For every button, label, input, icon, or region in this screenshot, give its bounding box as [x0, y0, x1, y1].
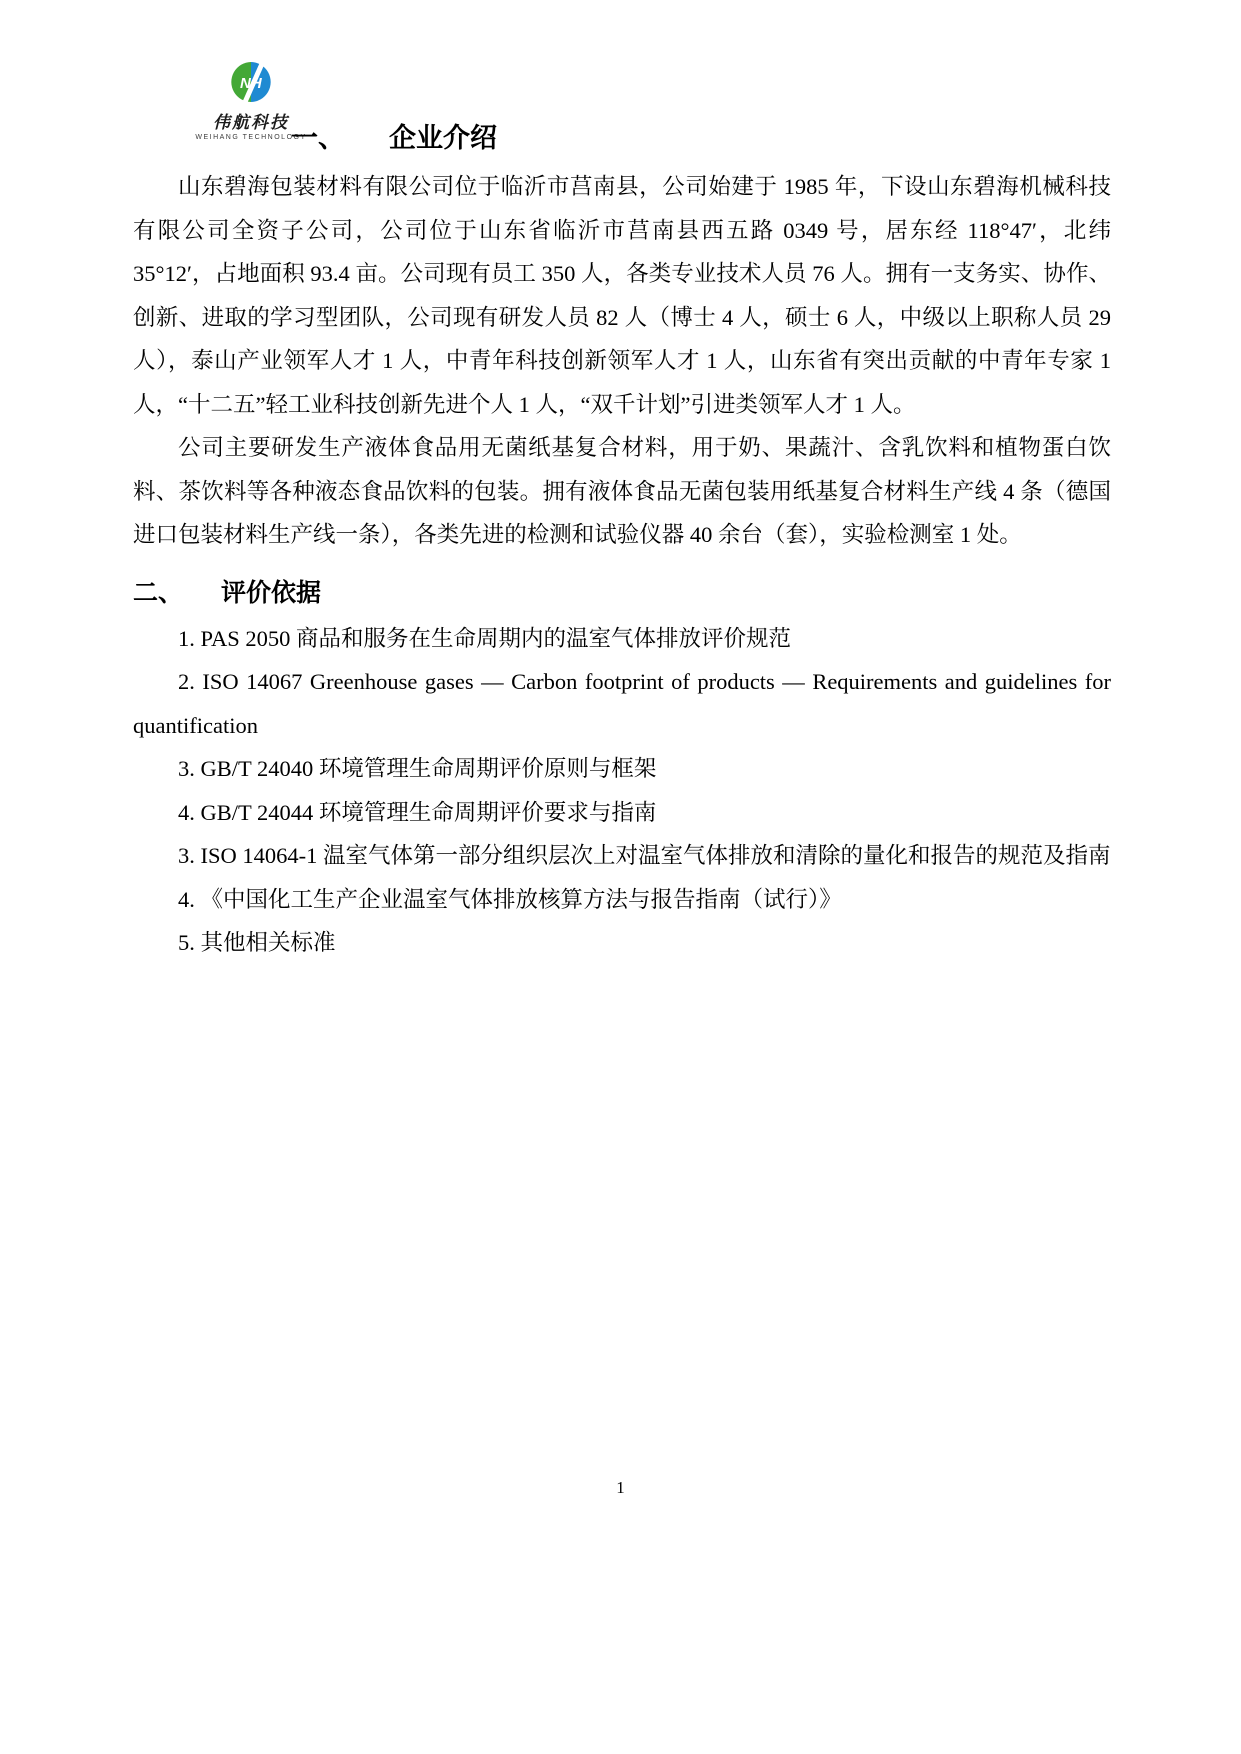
- evaluation-basis-item-7: 5. 其他相关标准: [178, 930, 336, 955]
- evaluation-basis-item-1: 1. PAS 2050 商品和服务在生命周期内的温室气体排放评价规范: [178, 625, 791, 651]
- section2-heading-title: 评价依据: [221, 579, 322, 607]
- logo-company-name-en: WEIHANG TECHNOLOGY: [195, 134, 307, 141]
- logo-company-name: 伟航科技: [213, 113, 289, 132]
- section2-heading-number: 二、: [133, 579, 184, 607]
- page-number: 1: [616, 1478, 625, 1497]
- logo-monogram: NH: [240, 75, 262, 92]
- evaluation-basis-item-5: 3. ISO 14064-1 温室气体第一部分组织层次上对温室气体排放和清除的量化和报告的规范及指南: [178, 843, 1111, 868]
- evaluation-basis-item-2: 2. ISO 14067 Greenhouse gases — Carbon footprint of products — Requirements and guidelines for quantification: [133, 669, 1111, 738]
- evaluation-basis-item-4: 4. GB/T 24044 环境管理生命周期评价要求与指南: [178, 799, 657, 825]
- section2-heading: [133, 573, 1111, 609]
- company-intro-paragraph-1: 山东碧海包装材料有限公司位于临沂市莒南县，公司始建于 1985 年，下设山东碧海机械科技有限公司全资子公司，公司位于山东省临沂市莒南县西五路 0349 号，居东经 118°47′，北纬 35°12′，占地面积 93.4 亩。公司现有员工 350 人，各类专业技术人员 76 人。拥有一支务实、协作、创新、进取的学习型团队，公司现有研发人员 82 人（博士 4 人，硕士 6 人，中级以上职称人员 29 人），泰山产业领军人才 1 人，中青年科技创新领军人才 1 人，山东省有突出贡献的中青年专家 1 人，“十二五”轻工业科技创新先进个人 1 人，“双千计划”引进类领军人才 1 人。: [133, 174, 1111, 417]
- logo-circle-icon: [229, 60, 273, 104]
- section1-heading: [133, 116, 1111, 155]
- section1-heading-title: 企业介绍: [389, 123, 497, 153]
- company-intro-paragraph-2: 公司主要研发生产液体食品用无菌纸基复合材料，用于奶、果蔬汁、含乳饮料和植物蛋白饮料、茶饮料等各种液态食品饮料的包装。拥有液体食品无菌包装用纸基复合材料生产线 4 条（德国进口包装材料生产线一条），各类先进的检测和试验仪器 40 余台（套），实验检测室 1 处。: [133, 435, 1111, 547]
- evaluation-basis-item-6: 4. 《中国化工生产企业温室气体排放核算方法与报告指南（试行）》: [178, 886, 842, 912]
- evaluation-basis-item-3: 3. GB/T 24040 环境管理生命周期评价原则与框架: [178, 756, 657, 781]
- section1-heading-number: 一、: [291, 123, 345, 153]
- document-body: [133, 116, 1111, 965]
